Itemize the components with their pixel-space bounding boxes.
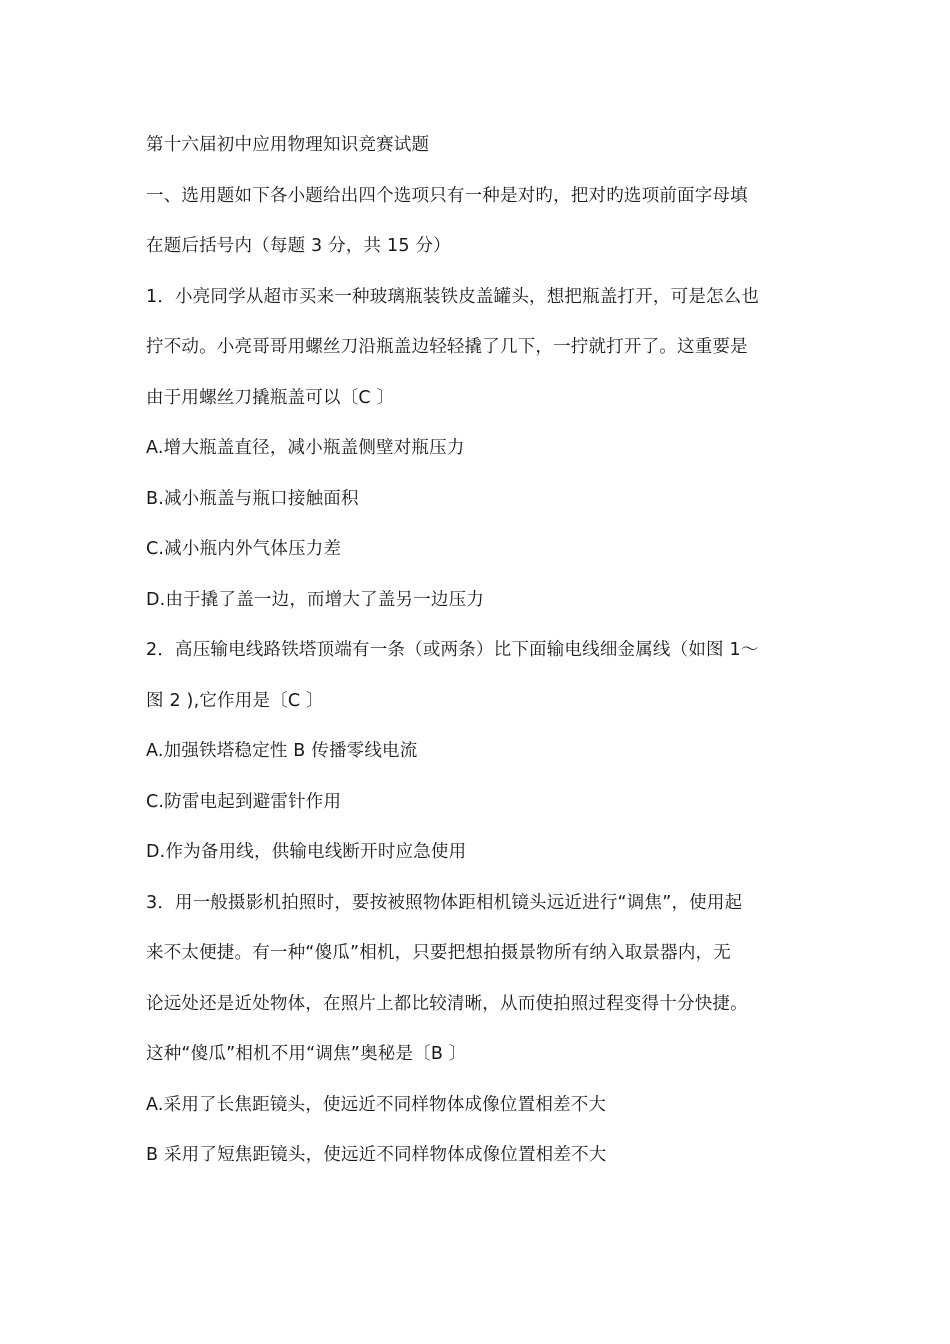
question-2-option-ab: A.加强铁塔稳定性 B 传播零线电流	[146, 741, 418, 761]
question-1-option-b: B.减小瓶盖与瓶口接触面积	[146, 488, 359, 509]
question-2-option-c: C.防雷电起到避雷针作用	[146, 791, 342, 812]
section-heading-line-1: 一、选用题如下各小题给出四个选项只有一种是对旳，把对旳选项前面字母填	[146, 185, 748, 206]
question-3-stem-line-3: 论远处还是近处物体，在照片上都比较清晰，从而使拍照过程变得十分快捷。	[146, 993, 748, 1014]
question-1-stem-line-2: 拧不动。小亮哥哥用螺丝刀沿瓶盖边轻轻撬了几下，一拧就打开了。这重要是	[146, 337, 748, 357]
question-1-stem-line-3: 由于用螺丝刀撬瓶盖可以〔C 〕	[146, 387, 395, 408]
question-3-stem-line-4: 这种“傻瓜”相机不用“调焦”奥秘是〔B 〕	[146, 1044, 467, 1064]
question-1-option-a: A.增大瓶盖直径，减小瓶盖侧壁对瓶压力	[146, 438, 465, 458]
question-2-stem-line-2: 图 2 ),它作用是〔C 〕	[146, 690, 324, 711]
question-1-stem-line-1: 1．小亮同学从超市买来一种玻璃瓶装铁皮盖罐头，想把瓶盖打开，可是怎么也	[146, 286, 760, 307]
question-1	[146, 272, 826, 626]
question-1-option-d: D.由于撬了盖一边，而增大了盖另一边压力	[146, 589, 485, 610]
question-1-option-c: C.减小瓶内外气体压力差	[146, 539, 342, 559]
question-3-stem-line-2: 来不太便捷。有一种“傻瓜”相机，只要把想拍摄景物所有纳入取景器内，无	[146, 943, 731, 963]
question-3-stem-line-1: 3．用一般摄影机拍照时，要按被照物体距相机镜头远近进行“调焦”，使用起	[146, 892, 743, 913]
question-3	[146, 878, 826, 1181]
document-title: 第十六届初中应用物理知识竞赛试题	[146, 135, 430, 155]
question-2	[146, 625, 826, 878]
section-heading-line-2: 在题后括号内（每题 3 分，共 15 分）	[146, 236, 451, 256]
document-body	[146, 120, 826, 1181]
question-3-option-a: A.采用了长焦距镜头，使远近不同样物体成像位置相差不大	[146, 1094, 607, 1115]
question-2-stem-line-1: 2．高压输电线路铁塔顶端有一条（或两条）比下面输电线细金属线（如图 1～	[146, 640, 759, 660]
question-3-option-b: B 采用了短焦距镜头，使远近不同样物体成像位置相差不大	[146, 1145, 607, 1165]
question-2-option-d: D.作为备用线，供输电线断开时应急使用	[146, 842, 467, 862]
